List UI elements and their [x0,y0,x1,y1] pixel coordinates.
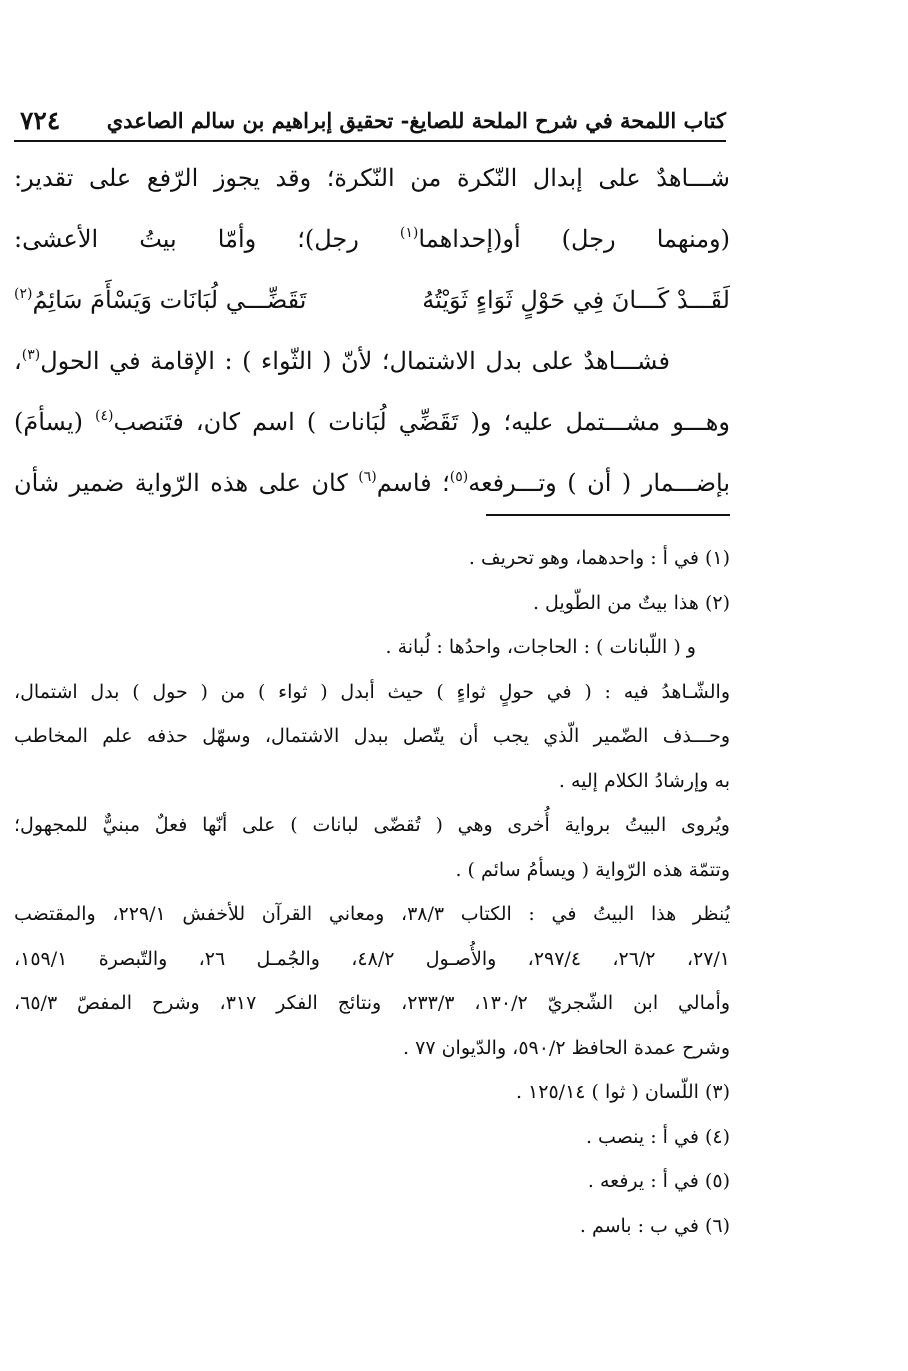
footnote-ref[interactable]: (١) [399,225,419,241]
verse-first-hemistich: لَقَـــدْ كَـــانَ فِي حَوْلٍ ثَوَاءٍ ثَوَيْتُهُ [422,286,730,314]
footnote-ref[interactable]: (٥) [449,469,469,485]
footnote-2-line: ٢٧/١، ٢٦/٢، ٢٩٧/٤، والأُصـول ٤٨/٢، والجُمـل ٢٦، والتّبصرة ١٥٩/١، [14,947,730,970]
footnotes [14,536,730,1248]
header-rule [14,140,726,142]
footnote-2-line: وتتمّة هذه الرّواية ( ويسأمُ سائم ) . [455,858,730,881]
footnote-2-line: وشرح عمدة الحافظ ٥٩٠/٢، والدّيوان ٧٧ . [403,1036,730,1059]
main-text [14,148,730,514]
page-number: ٧٢٤ [20,106,61,135]
footnote-2-line: يُنظر هذا البيتُ في : الكتاب ٣٨/٣، ومعاني القرآن للأخفش ٢٢٩/١، والمقتضب [14,903,730,925]
footnote-4: (٤) في أ : ينصب . [585,1125,730,1148]
text-line: بإضـــمار ( أن ) وتـــرفعه$^{(٥)}$؛ فاسم$^{(٦)}$ كان على هذه الرّواية ضمير شأن [14,469,730,497]
text-line: شـــاهدٌ على إبدال النّكرة من النّكرة؛ وقد يجوز الرّفع على تقدير: [14,164,730,192]
footnote-1: (١) في أ : واحدهما، وهو تحريف . [468,547,730,569]
text-line: وهـــو مشـــتمل عليه؛ و( تَقَضِّي لُبَانات ) اسم كان، فتَنصب$^{(٤)}$ (يسأمَ) [14,408,730,436]
footnote-separator [486,514,730,516]
footnote-ref[interactable]: (٢) [14,286,33,302]
footnote-ref[interactable]: (٤) [95,408,114,424]
footnote-ref[interactable]: (٦) [358,469,377,485]
footnote-2: (٢) هذا بيتٌ من الطّويل . [532,591,730,614]
running-header [14,104,726,140]
footnote-3: (٣) اللّسان ( ثوا ) ١٢٥/١٤ . [515,1081,730,1103]
footnote-2-line: به وإرشادُ الكلام إليه . [558,769,730,792]
footnote-2-line: ويُروى البيتُ برواية أُخرى وهي ( تُقضّى لبانات ) على أنّها فعلٌ مبنيٌّ للمجهول؛ [14,814,730,836]
footnote-2-line: و ( اللّبانات ) : الحاجات، واحدُها : لُبانة . [385,636,696,658]
footnote-2-line: والشّـاهدُ فيه : ( في حولٍ ثواءٍ ) حيث أبدل ( ثواء ) من ( حول ) بدل اشتمال، [14,680,730,703]
footnote-5: (٥) في أ : يرفعه . [587,1170,730,1192]
poetry-verse [14,270,730,331]
verse-second-hemistich: تَقَضِّـــي لُبَانَات وَيَسْأَمَ سَائِمُ$^{(٢)}$ [14,286,307,314]
footnote-6: (٦) في ب : باسم . [579,1214,730,1237]
book-title: كتاب اللمحة في شرح الملحة للصايغ- تحقيق إبراهيم بن سالم الصاعدي [106,108,726,133]
text-line: فشـــاهدٌ على بدل الاشتمال؛ لأنّ ( الثّواء ) : الإقامة في الحول$^{(٣)}$، [14,347,670,375]
footnote-2-line: وحـــذف الضّمير الّذي يجب أن يتّصل ببدل الاشتمال، وسهّل حذفه علم المخاطب [14,725,730,747]
footnote-ref[interactable]: (٣) [21,347,41,363]
text-line: (ومنهما رجل) أو(إحداهما$^{(١)}$ رجل)؛ وأمّا بيتُ الأعشى: [14,225,730,253]
footnote-2-line: وأمالي ابن الشّجريّ ١٣٠/٢، ٢٣٣/٣، ونتائج الفكر ٣١٧، وشرح المفصّ ٦٥/٣، [14,992,730,1014]
